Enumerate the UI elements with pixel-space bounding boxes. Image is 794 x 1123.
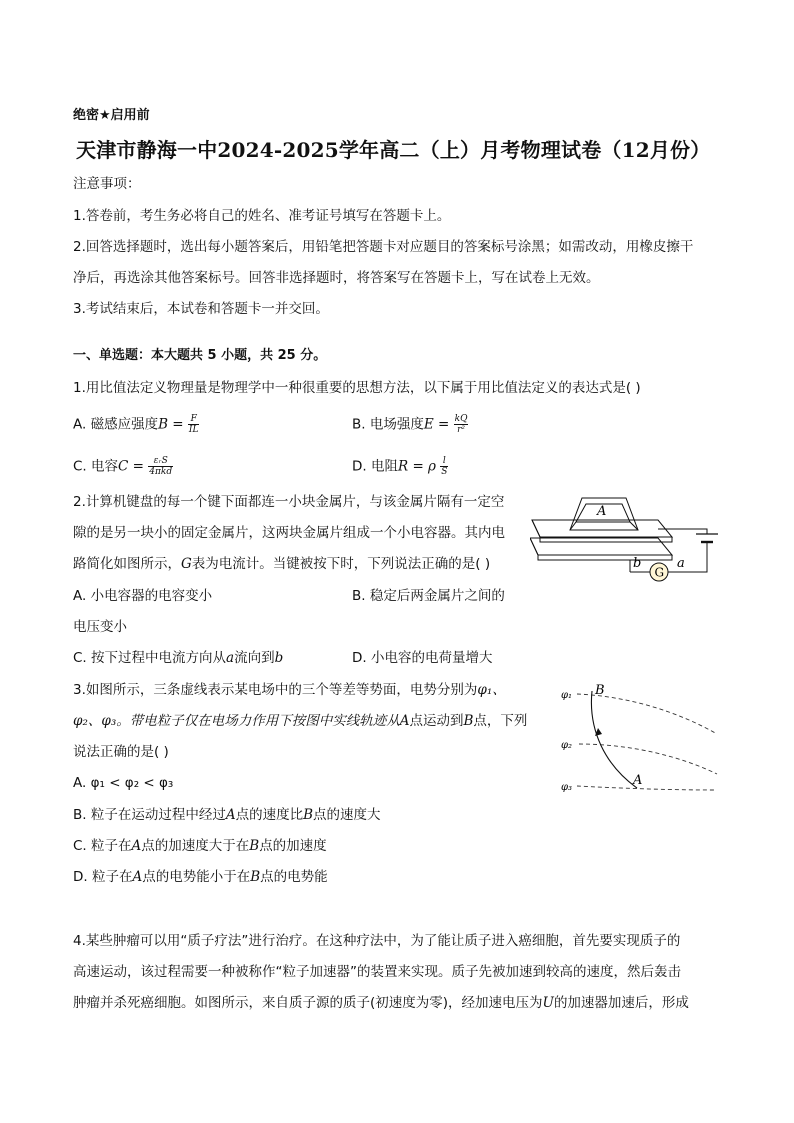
q2-option-b: B. 稳定后两金属片之间的 [352,588,505,604]
q1-option-a: A. 磁感应强度B = $\frac{F}{IL}$ [73,414,199,435]
terminal-a-label: a [677,556,685,571]
q3-equipotential-figure [555,680,725,795]
q3-stem-1: 3.如图所示，三条虚线表示某电场中的三个等差等势面，电势分别为φ₁、 [73,682,506,698]
confidential-label: 绝密★启用前 [73,108,150,123]
note-item-3: 3.考试结束后，本试卷和答题卡一并交回。 [73,301,329,317]
particle-trajectory [591,691,637,788]
phi3-label: φ₃ [561,782,573,793]
phi2-label: φ₂ [561,740,573,751]
point-b-label: B [595,683,605,698]
lower-plate [530,538,672,555]
q1-stem: 1.用比值法定义物理量是物理学中一种很重要的思想方法，以下属于用比值法定义的表达式是( ) [73,380,641,396]
q3-option-c: C. 粒子在A点的加速度大于在B点的加速度 [73,838,327,854]
q1-option-c: C. 电容C = $\frac{\text{εᵣS}}{\text{4πkd}}$ [73,456,173,477]
q2-stem-2: 隙的是另一块小的固定金属片，这两块金属片组成一个小电容器。其内电 [73,525,505,541]
q2-stem-1: 2.计算机键盘的每一个键下面都连一小块金属片，与该金属片隔有一定空 [73,494,505,510]
q2-option-d: D. 小电容的电荷量增大 [352,650,493,666]
q3-stem-2: φ₂、φ₃。带电粒子仅在电场力作用下按图中实线轨迹从A点运动到B点，下列 [73,713,528,729]
q2-stem-3: 路简化如图所示，G表为电流计。当键被按下时，下列说法正确的是( ) [73,556,491,572]
galvanometer-label: G [654,565,665,580]
q1-option-d: D. 电阻R = ρ $\frac{l}{S}$ [352,456,448,477]
section-heading-single-choice: 一、单选题：本大题共 5 小题，共 25 分。 [73,348,327,363]
q3-stem-3: 说法正确的是( ) [73,744,169,760]
terminal-b-label: b [633,556,642,571]
q1-option-b: B. 电场强度E = $\frac{kQ}{\text{r²}}$ [352,414,468,435]
q3-option-a: A. φ₁ < φ₂ < φ₃ [73,775,174,791]
note-item-2-cont: 净后，再选涂其他答案标号。回答非选择题时，将答案写在答题卡上，写在试卷上无效。 [73,270,600,286]
q4-line-1: 4.某些肿瘤可以用“质子疗法”进行治疗。在这种疗法中，为了能让质子进入癌细胞，首先要实现质子的 [73,933,681,949]
q4-line-3: 肿瘤并杀死癌细胞。如图所示，来自质子源的质子(初速度为零)，经加速电压为U的加速器加速后，形成 [73,995,689,1011]
q3-option-d: D. 粒子在A点的电势能小于在B点的电势能 [73,869,328,885]
note-item-1: 1.答卷前，考生务必将自己的姓名、准考证号填写在答题卡上。 [73,208,451,224]
key-label: A [597,504,607,519]
point-a-label: A [633,773,643,788]
q2-circuit-figure [530,490,720,585]
equipotential-line-3 [577,786,715,790]
q2-option-b-cont: 电压变小 [73,619,127,635]
equipotential-line-2 [579,744,717,774]
phi1-label: φ₁ [561,690,573,701]
notes-heading: 注意事项： [73,176,141,192]
q2-option-a: A. 小电容器的电容变小 [73,588,213,604]
exam-title: 天津市静海一中2024-2025学年高二（上）月考物理试卷（12月份） [76,138,711,162]
note-item-2: 2.回答选择题时，选出每小题答案后，用铅笔把答题卡对应题目的答案标号涂黑；如需改动，用橡皮擦干 [73,239,694,255]
q3-option-b: B. 粒子在运动过程中经过A点的速度比B点的速度大 [73,807,381,823]
q2-option-c: C. 按下过程中电流方向从a流向到b [73,650,284,666]
upper-plate [532,520,672,537]
q4-line-2: 高速运动，该过程需要一种被称作“粒子加速器”的装置来实现。质子先被加速到较高的速度，然后轰击 [73,964,681,980]
